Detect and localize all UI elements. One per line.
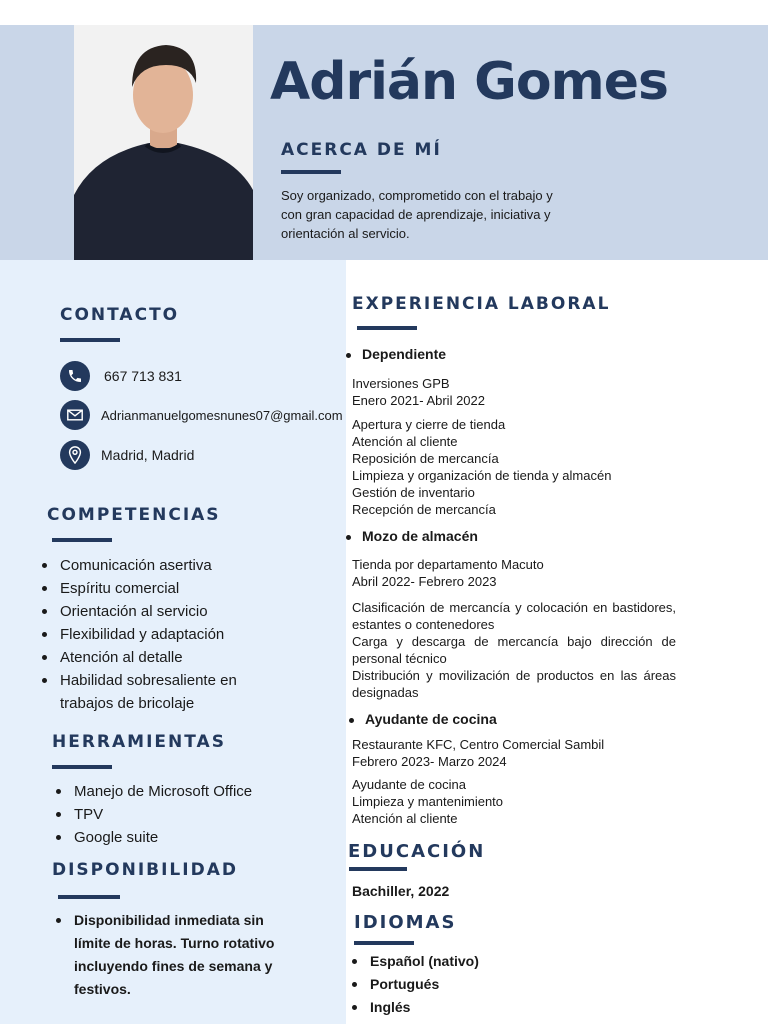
list-item: Portugués: [352, 973, 552, 996]
job-dates: Febrero 2023- Marzo 2024: [352, 754, 507, 769]
email-icon: [60, 400, 90, 430]
list-item: Google suite: [56, 826, 316, 849]
job-task: Reposición de mercancía: [352, 451, 499, 466]
list-item: Español (nativo): [352, 950, 552, 973]
list-item: Disponibilidad inmediata sin límite de horas. Turno rotativo incluyendo fines de semana y festivos.: [56, 909, 276, 1001]
job-task: Recepción de mercancía: [352, 502, 496, 517]
list-item: Inglés: [352, 996, 552, 1019]
list-item: Espíritu comercial: [42, 577, 282, 600]
educacion-rule: [349, 867, 407, 871]
idiomas-list: [352, 950, 552, 1019]
job-title: Dependiente: [346, 346, 446, 362]
contact-title: CONTACTO: [60, 305, 180, 325]
experiencia-title: EXPERIENCIA LABORAL: [352, 294, 611, 314]
job-task: Limpieza y organización de tienda y almacén: [352, 468, 612, 483]
job-company: Inversiones GPB: [352, 376, 450, 391]
job-meta: [352, 736, 604, 770]
job-task: Gestión de inventario: [352, 485, 475, 500]
job-task: Distribución y movilización de productos en las áreas designadas: [352, 668, 676, 700]
job-task: Atención al cliente: [352, 434, 458, 449]
job-title: Ayudante de cocina: [349, 711, 497, 727]
herramientas-list: [56, 780, 316, 849]
list-item: Orientación al servicio: [42, 600, 282, 623]
contact-location: [60, 440, 194, 470]
job-tasks: [352, 776, 503, 827]
list-item: Comunicación asertiva: [42, 554, 282, 577]
job-task: Limpieza y mantenimiento: [352, 794, 504, 809]
list-item: Flexibilidad y adaptación: [42, 623, 282, 646]
herramientas-title: HERRAMIENTAS: [52, 732, 226, 752]
person-name: Adrián Gomes: [270, 52, 668, 112]
phone-text: 667 713 831: [104, 368, 182, 384]
job-task: Atención al cliente: [352, 811, 458, 826]
job-dates: Enero 2021- Abril 2022: [352, 393, 485, 408]
job-title: Mozo de almacén: [346, 528, 478, 544]
about-rule: [281, 170, 341, 174]
job-meta: [352, 375, 485, 409]
idiomas-rule: [354, 941, 414, 945]
disponibilidad-title: DISPONIBILIDAD: [52, 860, 238, 880]
competencias-title: COMPETENCIAS: [47, 505, 221, 525]
job-task: Clasificación de mercancía y colocación en bastidores, estantes o contenedores: [352, 600, 676, 632]
phone-icon: [60, 361, 90, 391]
job-task: Ayudante de cocina: [352, 777, 466, 792]
about-text: Soy organizado, comprometido con el trabajo y con gran capacidad de aprendizaje, iniciativa y orientación al servicio.: [281, 188, 553, 241]
competencias-rule: [52, 538, 112, 542]
competencias-list: [42, 554, 282, 715]
list-item: Manejo de Microsoft Office: [56, 780, 316, 803]
job-dates: Abril 2022- Febrero 2023: [352, 574, 497, 589]
contact-email: [60, 400, 343, 430]
list-item: Habilidad sobresaliente en trabajos de bricolaje: [42, 669, 282, 715]
job-task: Apertura y cierre de tienda: [352, 417, 506, 432]
job-company: Restaurante KFC, Centro Comercial Sambil: [352, 737, 605, 752]
contact-phone: [60, 361, 182, 391]
about-title: ACERCA DE MÍ: [281, 140, 442, 160]
herramientas-rule: [52, 765, 112, 769]
educacion-title: EDUCACIÓN: [348, 841, 486, 862]
contact-rule: [60, 338, 120, 342]
profile-photo: [74, 25, 253, 260]
idiomas-title: IDIOMAS: [354, 912, 457, 933]
location-text: Madrid, Madrid: [101, 447, 195, 463]
disponibilidad-rule: [58, 895, 120, 899]
job-task: Carga y descarga de mercancía bajo dirección de personal técnico: [352, 634, 676, 666]
list-item: TPV: [56, 803, 316, 826]
disponibilidad-list: [56, 909, 276, 1001]
job-company: Tienda por departamento Macuto: [352, 557, 544, 572]
email-text[interactable]: Adrianmanuelgomesnunes07@gmail.com: [101, 407, 343, 423]
job-tasks: [352, 416, 611, 518]
experiencia-rule: [357, 326, 417, 330]
job-meta: [352, 556, 544, 590]
job-tasks: [352, 599, 676, 701]
education-degree: Bachiller, 2022: [352, 883, 450, 899]
location-icon: [60, 440, 90, 470]
list-item: Atención al detalle: [42, 646, 282, 669]
